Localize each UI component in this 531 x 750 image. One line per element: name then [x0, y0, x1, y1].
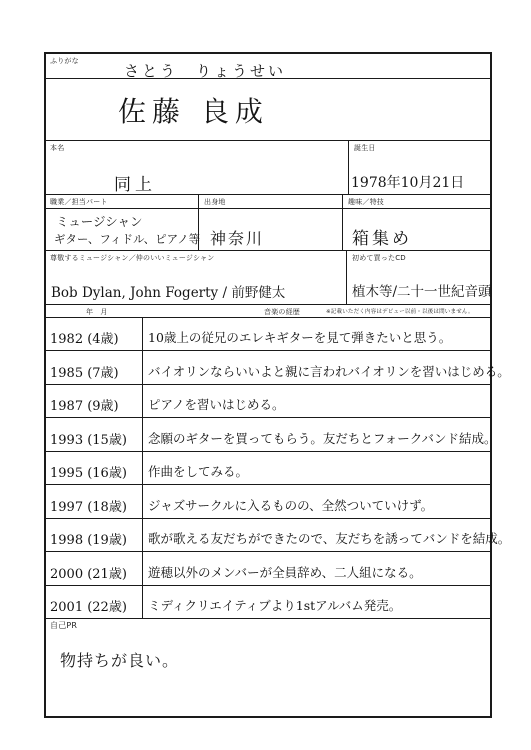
role-value-line1: ミュージシャン	[56, 214, 143, 229]
history-year: 1998 (19歳)	[50, 533, 127, 549]
divider	[348, 140, 349, 194]
history-text: 10歳上の従兄のエレキギターを見て弾きたいと思う。	[148, 330, 452, 346]
furigana-value: さとう りょうせい	[124, 62, 287, 80]
divider	[46, 304, 490, 305]
history-row-divider	[46, 518, 490, 519]
history-text: 遊穂以外のメンバーが全員辞め、二人組になる。	[148, 564, 422, 580]
year-label: 年 月	[86, 308, 108, 316]
real-name-label: 本名	[50, 144, 65, 152]
divider	[46, 618, 490, 619]
history-note: ※記載いただく内容はデビュー以前・以後は問いません。	[326, 309, 474, 315]
furigana-label: ふりがな	[50, 57, 79, 65]
history-year: 1982 (4歳)	[50, 332, 119, 348]
history-year: 2001 (22歳)	[50, 600, 127, 615]
history-row-divider	[46, 484, 490, 485]
divider	[46, 194, 490, 195]
history-year: 1985 (7歳)	[50, 365, 119, 381]
divider	[142, 317, 143, 618]
history-text: 歌が歌える友だちができたので、友だちを誘ってバンドを結成。	[148, 531, 511, 547]
divider	[46, 317, 490, 318]
divider	[346, 250, 347, 304]
profile-sheet	[44, 52, 511, 718]
divider	[46, 140, 490, 141]
history-year: 1993 (15歳)	[50, 432, 127, 448]
hobby-label: 趣味／特技	[348, 198, 384, 206]
birthday-value: 1978年10月21日	[351, 175, 465, 191]
hobby-value: 箱集め	[352, 229, 412, 249]
history-text: ピアノを習いはじめる。	[148, 397, 285, 413]
history-year: 1987 (9歳)	[50, 399, 119, 415]
name-value: 佐藤 良成	[118, 95, 269, 128]
history-text: 念願のギターを買ってもらう。友だちとフォークバンド結成。	[148, 430, 497, 446]
divider	[46, 250, 490, 251]
history-year: 1997 (18歳)	[50, 499, 127, 515]
birthplace-label: 出身地	[204, 198, 226, 206]
role-label: 職業／担当パート	[50, 198, 108, 206]
history-row-divider	[46, 417, 490, 418]
history-text: ミディクリエイティブより1stアルバム発売。	[148, 598, 402, 613]
birthplace-value: 神奈川	[210, 229, 265, 248]
role-value-line2: ギター、フィドル、ピアノ等	[54, 232, 201, 246]
respected-label: 尊敬するミュージシャン／仲のいいミュージシャン	[50, 254, 215, 262]
divider	[46, 208, 490, 209]
birthday-label: 誕生日	[354, 144, 376, 152]
history-row-divider	[46, 451, 490, 452]
self-pr-label: 自己PR	[50, 621, 78, 630]
history-row-divider	[46, 350, 490, 351]
history-label: 音楽の経歴	[264, 308, 300, 316]
first-cd-label: 初めて買ったCD	[352, 254, 406, 262]
history-text: バイオリンならいいよと親に言われバイオリンを習いはじめる。	[148, 363, 510, 379]
respected-value: Bob Dylan, John Fogerty / 前野健太	[51, 285, 286, 301]
first-cd-value: 植木等/二十一世紀音頭	[352, 284, 492, 300]
history-row-divider	[46, 585, 490, 586]
real-name-value: 同上	[114, 175, 156, 195]
history-text: ジャズサークルに入るものの、全然ついていけず。	[148, 497, 434, 513]
history-row-divider	[46, 384, 490, 385]
history-text: 作曲をしてみる。	[148, 464, 249, 480]
divider	[342, 194, 343, 250]
history-year: 1995 (16歳)	[50, 466, 127, 482]
divider	[46, 78, 490, 79]
history-row-divider	[46, 551, 490, 552]
history-year: 2000 (21歳)	[50, 566, 127, 582]
self-pr-value: 物持ちが良い。	[60, 651, 180, 670]
